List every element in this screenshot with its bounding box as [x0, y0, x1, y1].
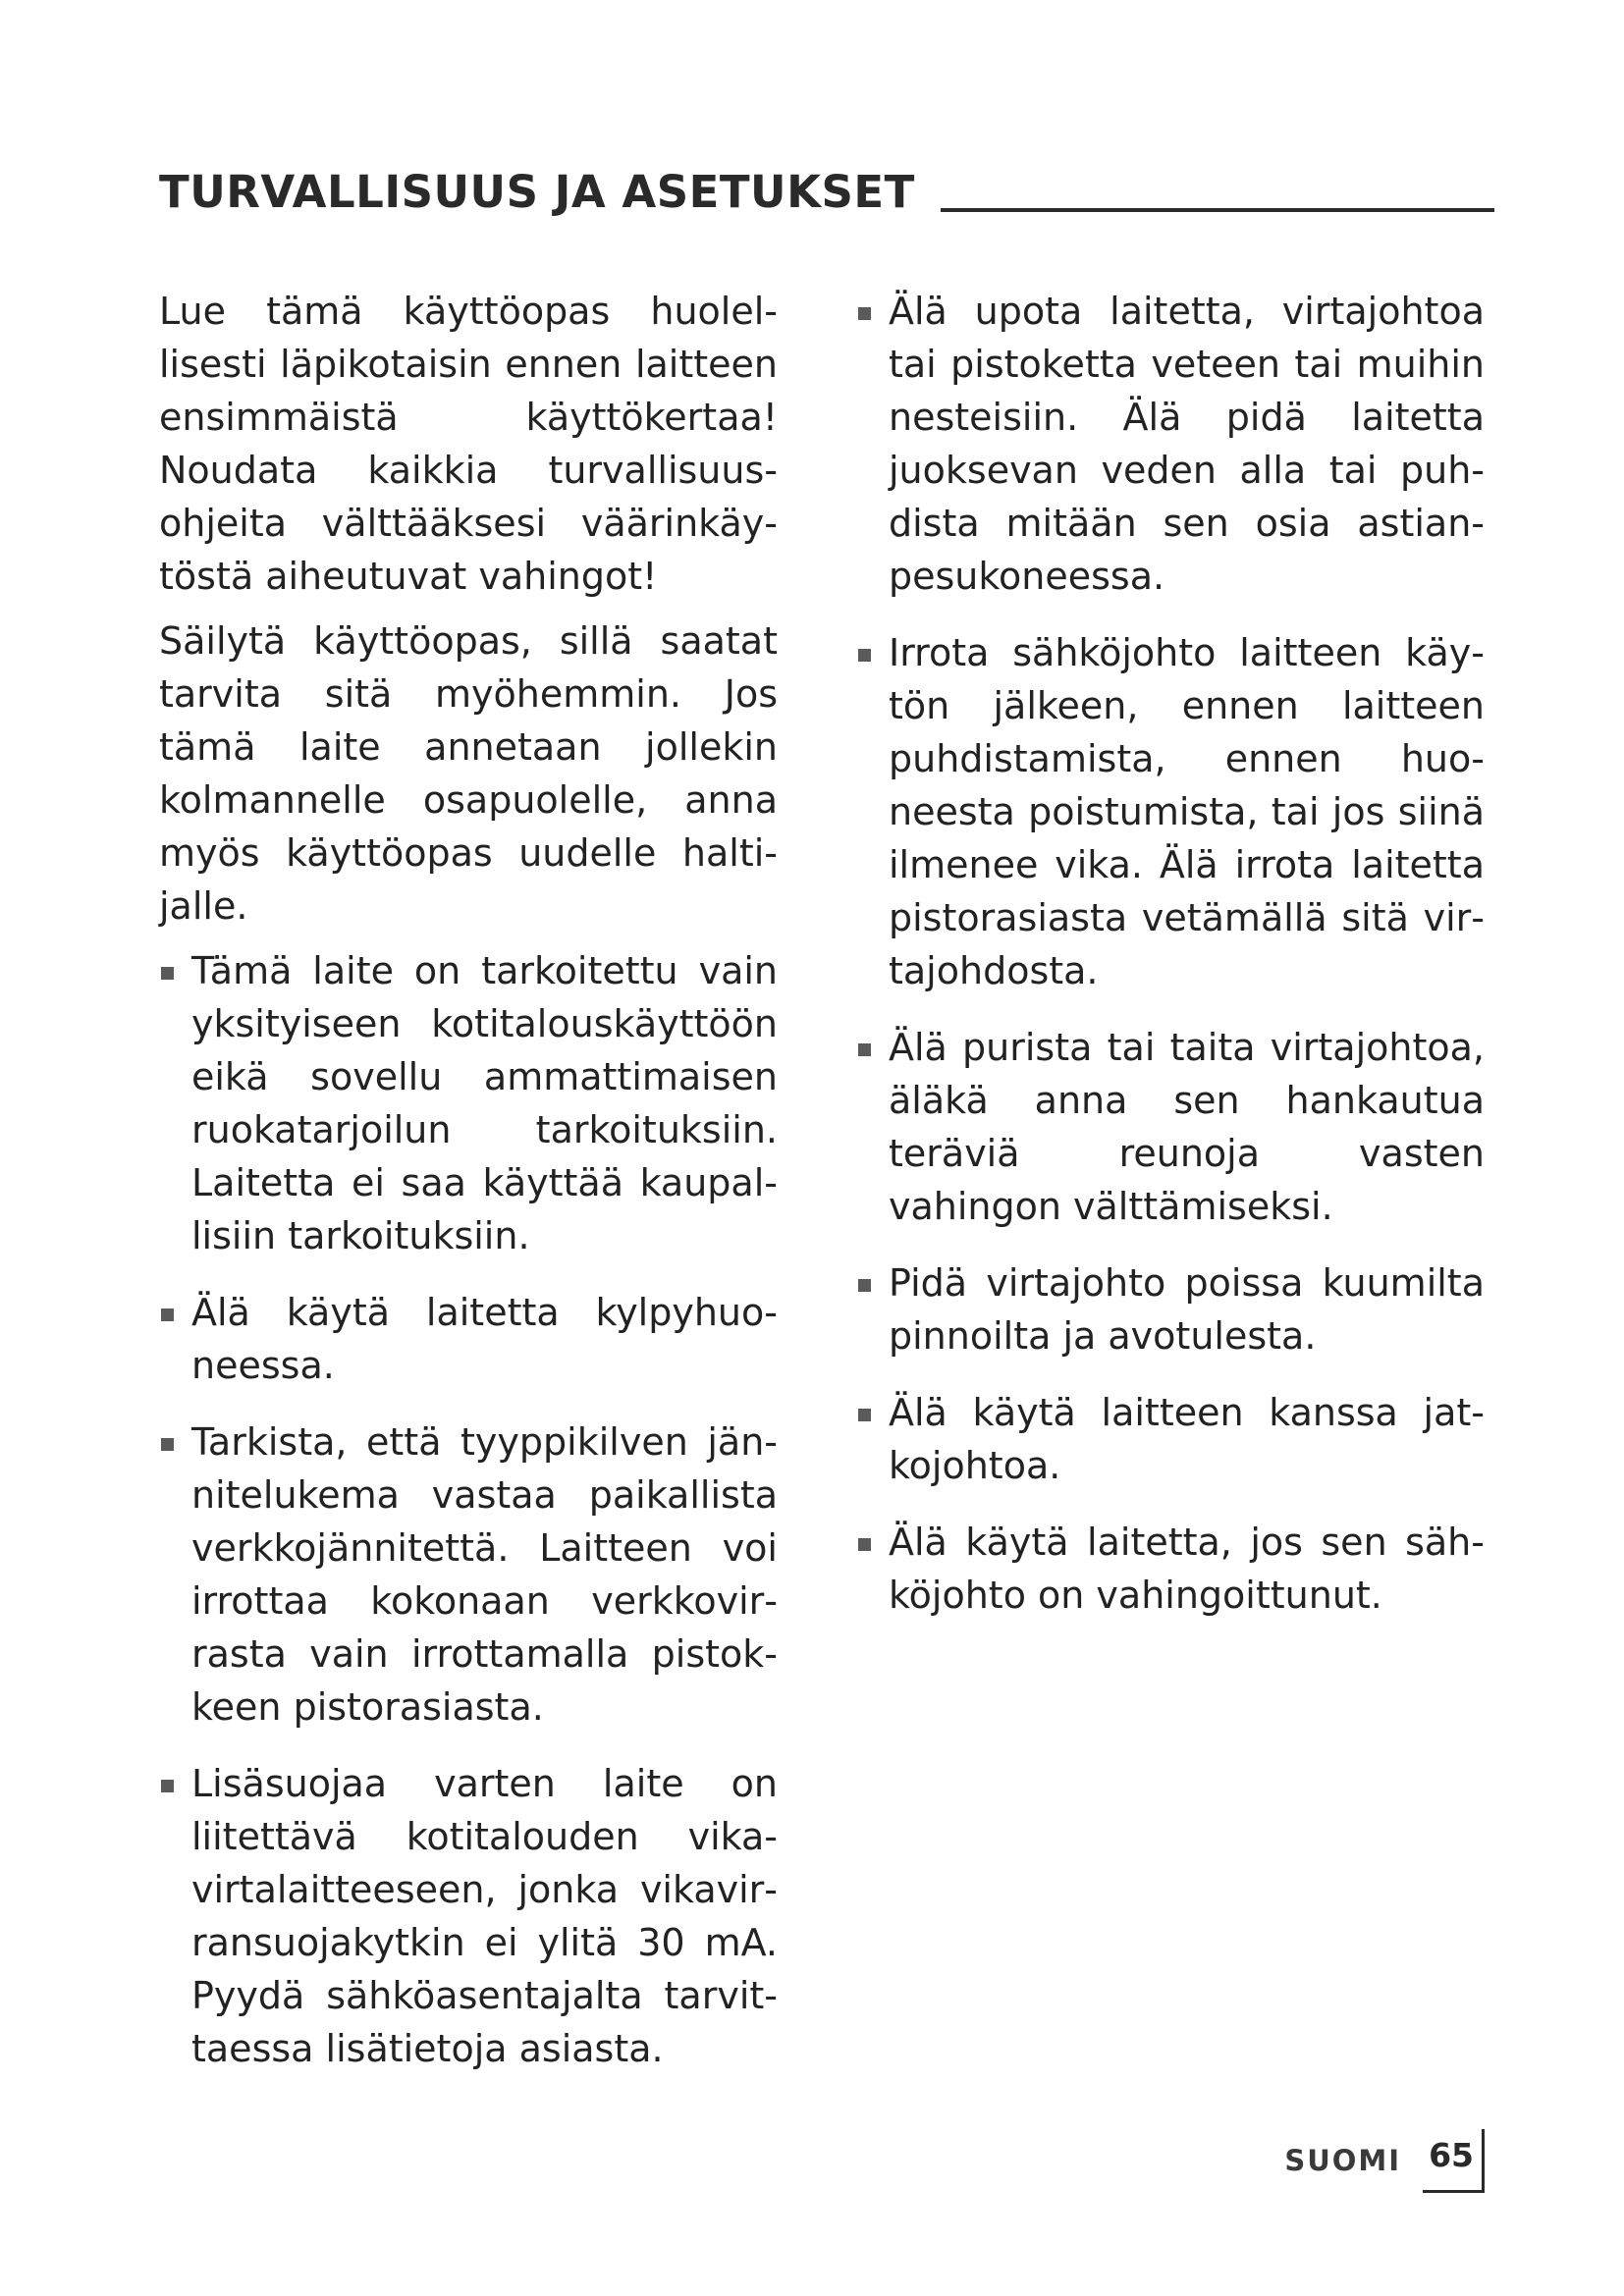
list-item-text: Pidä virtajohto poissa kuumilta pinnoilta ja avotulesta. [889, 1261, 1485, 1358]
intro-paragraph-1: Lue tämä käyttöopas huolellisesti läpikotaisin ennen laitteen ensimmäistä käyttökertaa! Noudata kaikkia turvallisuusohjeita välttääksesi väärinkäytöstä aiheutuvat vahingot! [159, 290, 778, 598]
right-column [856, 285, 1485, 1645]
page-footer [1284, 2127, 1485, 2194]
list-item-text: Irrota sähköjohto laitteen käytön jälkeen, ennen laitteen puhdistamista, ennen huoneesta poistumista, tai jos siinä ilmenee vika. Älä irrota laitetta pistorasiasta vetämällä sitä virtajohdosta. [889, 631, 1485, 992]
square-bullet-icon [161, 967, 174, 980]
list-item [159, 1757, 778, 2075]
list-item-text: Lisäsuojaa varten laite on liitettävä kotitalouden vikavirtalaitteeseen, jonka vikavirransuojakytkin ei ylitä 30 mA. Pyydä sähköasentajalta tarvittaessa lisätietoja asiasta. [191, 1762, 778, 2070]
list-item-text: Älä käytä laitteen kanssa jatkojohtoa. [889, 1391, 1485, 1487]
list-item [856, 1256, 1485, 1362]
square-bullet-icon [858, 649, 871, 662]
page-header [159, 153, 1494, 216]
list-item-text: Älä käytä laitetta, jos sen sähköjohto on vahingoittunut. [889, 1521, 1485, 1617]
list-item-text: Tarkista, että tyyppikilven jännitelukema vastaa paikallista verkkojännitettä. Laitteen voi irrottaa kokonaan verkkovirrasta vain irrottamalla pistokkeen pistorasiasta. [191, 1420, 778, 1729]
list-item-text: Älä upota laitetta, virtajohtoa tai pistoketta veteen tai muihin nesteisiin. Älä pidä laitetta juoksevan veden alla tai puhdista mitään sen osia astianpesukoneessa. [889, 290, 1485, 598]
list-item [856, 1516, 1485, 1622]
square-bullet-icon [858, 1409, 871, 1421]
square-bullet-icon [858, 1279, 871, 1292]
list-item-text: Älä purista tai taita virtajohtoa, äläkä anna sen hankautua teräviä reunoja vasten vahingon välttämiseksi. [889, 1026, 1485, 1228]
list-item [856, 1021, 1485, 1233]
list-item [159, 1415, 778, 1734]
left-column [159, 285, 778, 2099]
square-bullet-icon [858, 1538, 871, 1551]
page-number: 65 [1423, 2129, 1485, 2193]
list-item [159, 944, 778, 1262]
square-bullet-icon [858, 1043, 871, 1056]
list-item [856, 626, 1485, 997]
list-item [856, 285, 1485, 603]
header-rule [941, 208, 1494, 212]
square-bullet-icon [858, 307, 871, 320]
list-item-text: Älä käytä laitetta kylpyhuoneessa. [191, 1291, 778, 1387]
page-title: TURVALLISUUS JA ASETUKSET [159, 166, 915, 218]
list-item [856, 1386, 1485, 1492]
footer-language: SUOMI [1284, 2144, 1402, 2177]
intro-paragraph-2: Säilytä käyttöopas, sillä saatat tarvita sitä myöhemmin. Jos tämä laite annetaan jollekin kolmannelle osapuolelle, anna myös käyttöopas uudelle haltijalle. [159, 619, 778, 928]
square-bullet-icon [161, 1308, 174, 1321]
list-item [159, 1286, 778, 1392]
list-item-text: Tämä laite on tarkoitettu vain yksityiseen kotitalouskäyttöön eikä sovellu ammattimaisen ruokatarjoilun tarkoituksiin. Laitetta ei saa käyttää kaupallisiin tarkoituksiin. [191, 949, 778, 1257]
square-bullet-icon [161, 1438, 174, 1451]
square-bullet-icon [161, 1780, 174, 1792]
